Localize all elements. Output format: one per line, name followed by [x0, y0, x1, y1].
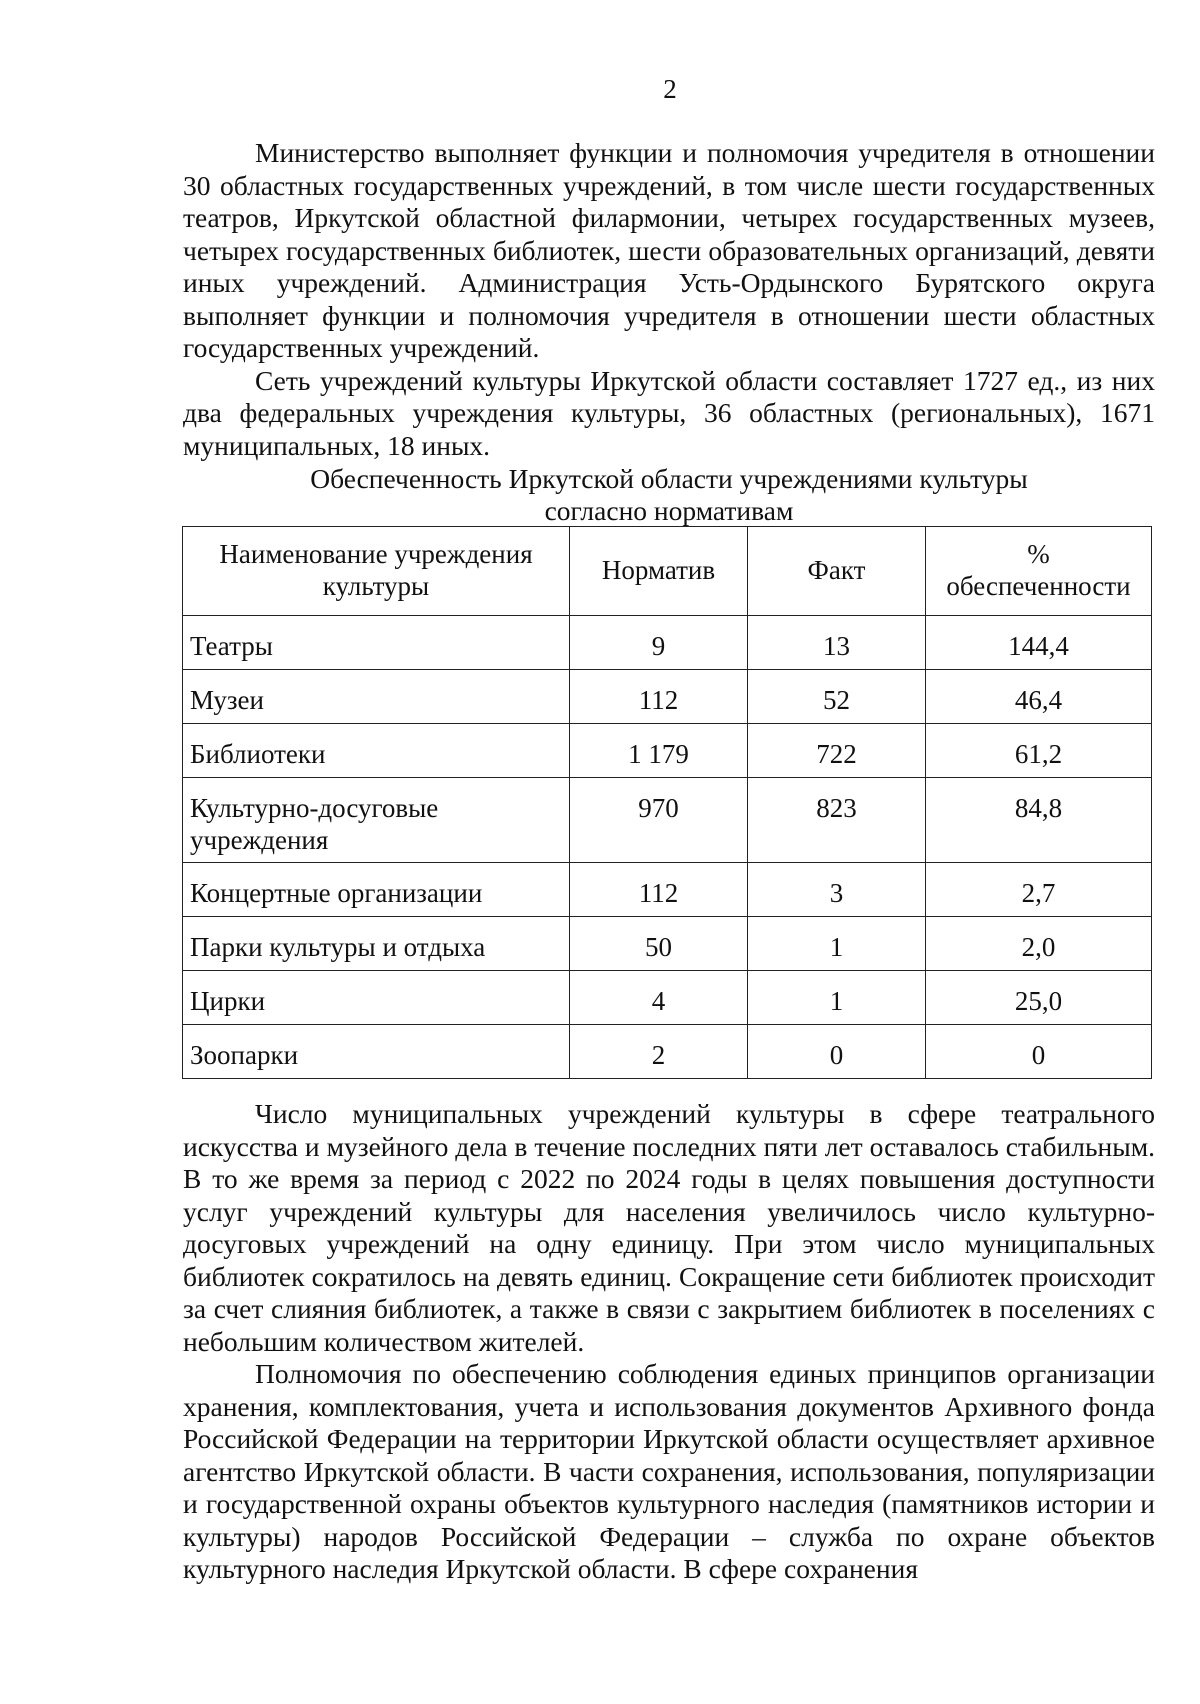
cell-name: Музеи [183, 670, 570, 724]
paragraph: Сеть учреждений культуры Иркутской области составляет 1727 ед., из них два федеральных учреждения культуры, 36 областных (региональных), 1671 муниципальных, 18 иных. [183, 364, 1155, 461]
cell-fact: 823 [748, 778, 926, 863]
cell-name: Парки культуры и отдыха [183, 917, 570, 971]
table-row [183, 863, 1152, 917]
paragraph: Полномочия по обеспечению соблюдения единых принципов организации хранения, комплектования, учета и использования документов Архивного фонда Российской Федерации на территории Иркутской области осуществляет архивное агентство Иркутской области. В части сохранения, использования, популяризации и государственной охраны объектов культурного наследия (памятников истории и культуры) народов Российской Федерации – служба по охране объектов культурного наследия Иркутской области. В сфере сохранения [183, 1358, 1155, 1584]
table-row [183, 670, 1152, 724]
cell-percent: 2,0 [926, 917, 1152, 971]
cell-fact: 1 [748, 971, 926, 1025]
cell-percent: 2,7 [926, 863, 1152, 917]
header-percent: % обеспеченности [926, 527, 1152, 616]
cell-norm: 50 [570, 917, 748, 971]
cell-name: Зоопарки [183, 1025, 570, 1079]
page-number: 2 [663, 74, 677, 104]
header-fact: Факт [748, 527, 926, 616]
cell-percent: 84,8 [926, 778, 1152, 863]
paragraph: Министерство выполняет функции и полномочия учредителя в отношении 30 областных государственных учреждений, в том числе шести государственных театров, Иркутской областной филармонии, четырех государственных музеев, четырех государственных библиотек, шести образовательных организаций, девяти иных учреждений. Администрация Усть-Ордынского Бурятского округа выполняет функции и полномочия учредителя в отношении шести областных государственных учреждений. [183, 137, 1155, 363]
table-row [183, 724, 1152, 778]
table-row [183, 778, 1152, 863]
cell-percent: 61,2 [926, 724, 1152, 778]
cell-fact: 722 [748, 724, 926, 778]
cell-norm: 970 [570, 778, 748, 863]
cell-norm: 9 [570, 616, 748, 670]
table-title-line: согласно нормативам [544, 495, 794, 526]
cell-norm: 4 [570, 971, 748, 1025]
table-title-line: Обеспеченность Иркутской области учреждениями культуры [310, 463, 1028, 494]
cell-fact: 3 [748, 863, 926, 917]
cell-fact: 13 [748, 616, 926, 670]
cell-name: Цирки [183, 971, 570, 1025]
cell-norm: 112 [570, 863, 748, 917]
cell-norm: 112 [570, 670, 748, 724]
cell-name: Библиотеки [183, 724, 570, 778]
cell-norm: 1 179 [570, 724, 748, 778]
cell-norm: 2 [570, 1025, 748, 1079]
cell-name: Культурно-досуговые учреждения [183, 778, 570, 863]
table-row [183, 616, 1152, 670]
table-row [183, 1025, 1152, 1079]
cell-name: Театры [183, 616, 570, 670]
table-title [183, 463, 1155, 527]
table-row [183, 971, 1152, 1025]
table-header-row [183, 527, 1152, 616]
cell-fact: 52 [748, 670, 926, 724]
cell-percent: 25,0 [926, 971, 1152, 1025]
closing-text [183, 1098, 1155, 1586]
cell-fact: 0 [748, 1025, 926, 1079]
supply-table [182, 526, 1152, 1079]
header-norm: Норматив [570, 527, 748, 616]
cell-percent: 0 [926, 1025, 1152, 1079]
header-name: Наименование учреждения культуры [183, 527, 570, 616]
cell-percent: 144,4 [926, 616, 1152, 670]
table-row [183, 917, 1152, 971]
cell-fact: 1 [748, 917, 926, 971]
cell-percent: 46,4 [926, 670, 1152, 724]
intro-text [183, 137, 1155, 462]
paragraph: Число муниципальных учреждений культуры в сфере театрального искусства и музейного дела в течение последних пяти лет оставалось стабильным. В то же время за период с 2022 по 2024 годы в целях повышения доступности услуг учреждений культуры для населения увеличилось число культурно-досуговых учреждений на одну единицу. При этом число муниципальных библиотек сократилось на девять единиц. Сокращение сети библиотек происходит за счет слияния библиотек, а также в связи с закрытием библиотек в поселениях с небольшим количеством жителей. [183, 1098, 1155, 1357]
cell-name: Концертные организации [183, 863, 570, 917]
